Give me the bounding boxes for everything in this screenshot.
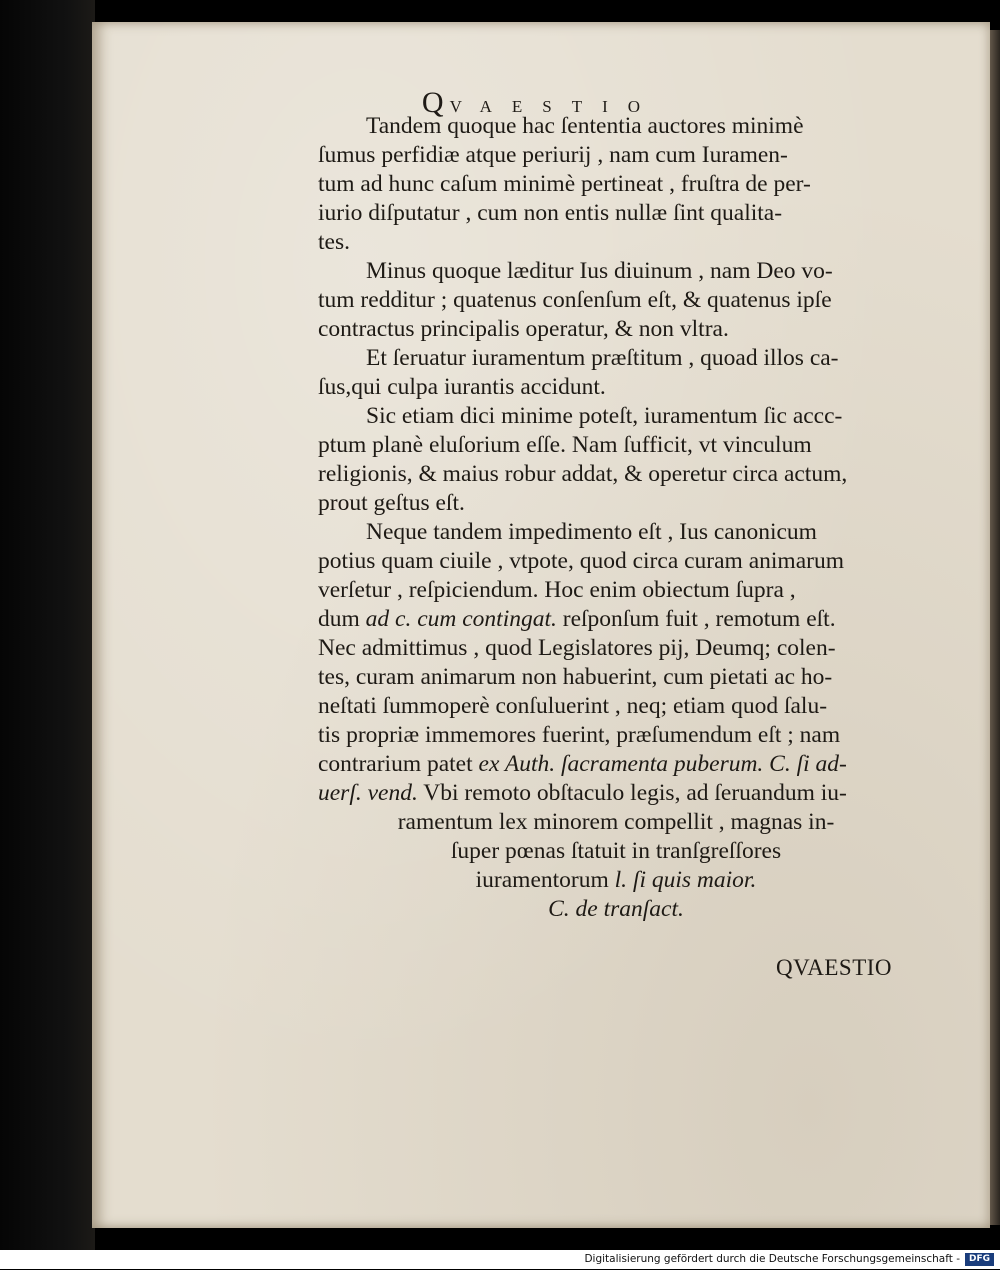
citation-italic: ex Auth. ſacramenta puberum. C. ſi ad- — [478, 751, 847, 777]
body-text — [318, 112, 914, 924]
body-line: Minus quoque læditur Ius diuinum , nam Deo vo- — [366, 258, 833, 284]
paragraphs-block-2 — [318, 634, 914, 750]
body-line: tes. — [318, 229, 350, 255]
body-line: tum redditur ; quatenus conſenſum eſt, & quatenus ipſe — [318, 287, 832, 313]
body-line: ptum planè eluſorium eſſe. Nam ſufficit, vt vinculum — [318, 432, 812, 458]
body-line-tail-2: ſuper pœnas ſtatuit in tranſgreſſores — [450, 838, 782, 864]
line-text: reſponſum fuit , remotum eſt. — [556, 606, 836, 632]
citation-italic: ad c. cum contingat. — [365, 606, 557, 632]
dfg-logo: DFG — [965, 1253, 994, 1266]
body-line: neſtati ſummoperè conſuluerint , neq; etiam quod ſalu- — [318, 693, 828, 719]
citation-italic: C. de tranſact. — [548, 896, 684, 922]
body-line: Neque tandem impedimento eſt , Ius canonicum — [366, 519, 817, 545]
footer-text: Digitalisierung gefördert durch die Deutsche Forschungsgemeinschaft - — [584, 1253, 960, 1265]
body-line-mixed-2 — [318, 750, 914, 779]
header-initial: Q — [421, 86, 450, 119]
body-line-tail-1: ramentum lex minorem compellit , magnas in- — [397, 809, 835, 835]
body-line: prout geſtus eſt. — [318, 490, 465, 516]
body-line-final — [318, 895, 914, 924]
body-line-mixed-4 — [318, 866, 914, 895]
body-line: ſumus perfidiæ atque periurij , nam cum Iuramen- — [318, 142, 788, 168]
body-line: tis propriæ immemores fuerint, præſumendum eſt ; nam — [318, 722, 841, 748]
body-line: Nec admittimus , quod Legislatores pij, Deumq; colen- — [318, 635, 836, 661]
citation-italic: uerſ. vend. — [318, 780, 418, 806]
book-left-edge — [0, 0, 95, 1250]
body-line: contractus principalis operatur, & non vltra. — [318, 316, 729, 342]
body-line: religionis, & maius robur addat, & operetur circa actum, — [318, 461, 848, 487]
body-line: iurio diſputatur , cum non entis nullæ ſint qualita- — [318, 200, 783, 226]
line-text: dum — [318, 606, 366, 632]
body-line: Sic etiam dici minime poteſt, iuramentum ſic accc- — [366, 403, 843, 429]
line-text: contrarium patet — [318, 751, 479, 777]
footer-bar — [0, 1250, 1000, 1269]
line-text: Vbi remoto obſtaculo legis, ad ſeruandum iu- — [417, 780, 847, 806]
citation-italic: l. ſi quis maior. — [614, 867, 757, 893]
catchword: QVAESTIO — [776, 955, 893, 980]
line-text: iuramentorum — [475, 867, 615, 893]
paragraphs-block-1 — [318, 112, 914, 605]
body-line-mixed-3 — [318, 779, 914, 808]
body-line: potius quam ciuile , vtpote, quod circa curam animarum — [318, 548, 844, 574]
body-line: tum ad hunc caſum minimè pertineat , fruſtra de per- — [318, 171, 811, 197]
body-line-mixed-1 — [318, 605, 914, 634]
body-line: Tandem quoque hac ſententia auctores minimè — [366, 113, 804, 139]
body-line: Et ſeruatur iuramentum præſtitum , quoad illos ca- — [366, 345, 839, 371]
body-line: verſetur , reſpiciendum. Hoc enim obiectum ſupra , — [318, 577, 796, 603]
header-rest: VAESTIO — [449, 97, 661, 116]
body-line: tes, curam animarum non habuerint, cum pietati ac ho- — [318, 664, 833, 690]
body-line: ſus,qui culpa iurantis accidunt. — [318, 374, 606, 400]
